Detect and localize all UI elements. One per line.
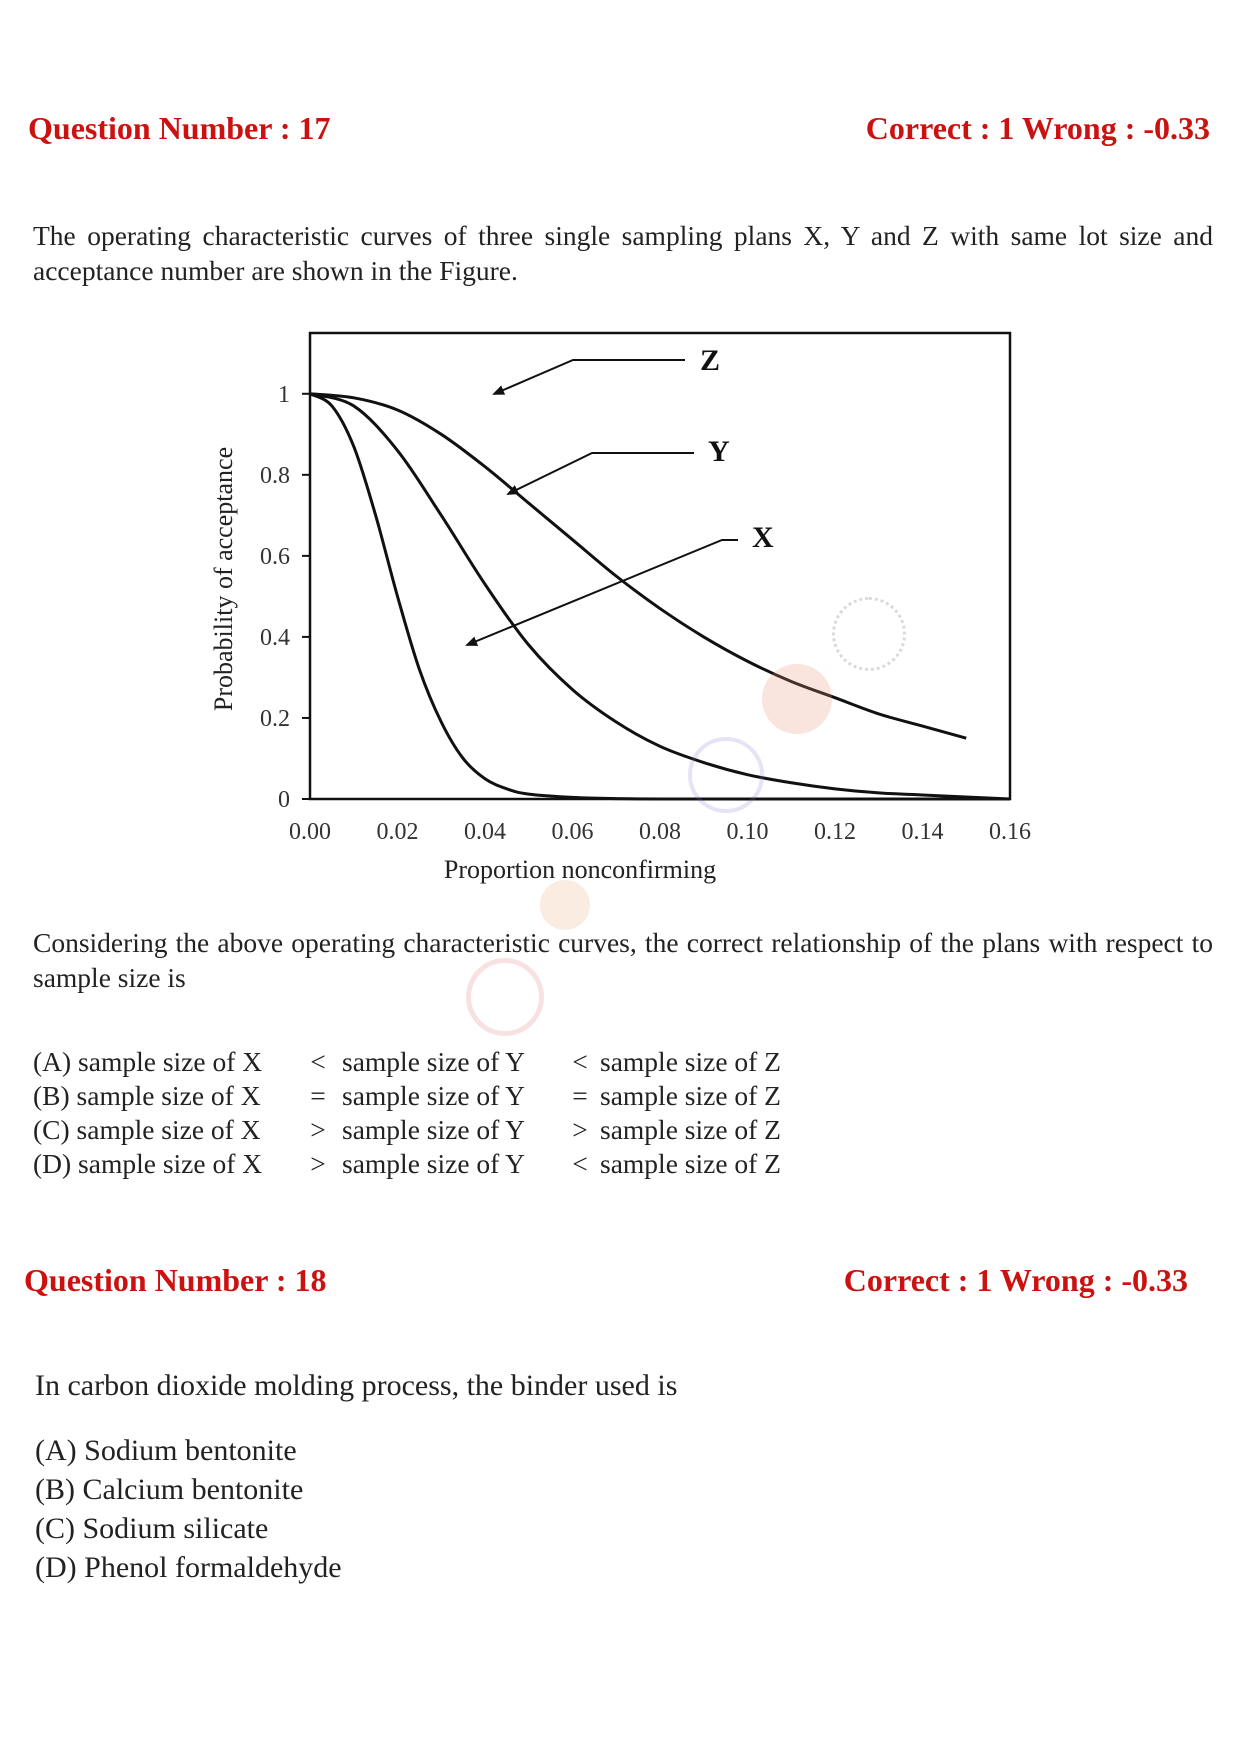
q18-options bbox=[35, 1431, 342, 1587]
oc-curve-y bbox=[310, 394, 1010, 799]
option-relation: < bbox=[572, 1046, 588, 1077]
option-d[interactable]: (D) Phenol formaldehyde bbox=[35, 1551, 342, 1584]
q17-options bbox=[33, 1045, 781, 1181]
x-tick-label: 0.02 bbox=[376, 819, 419, 845]
x-tick-label: 0.10 bbox=[726, 819, 769, 845]
y-tick-label: 0.4 bbox=[260, 624, 290, 651]
annotation-label-x: X bbox=[752, 521, 774, 554]
option-subject: (B) sample size of X bbox=[33, 1080, 261, 1111]
q17-stem: The operating characteristic curves of three single sampling plans X, Y and Z with same lot size and acceptance number are shown in the Figure. bbox=[33, 220, 1213, 286]
option-relation: < bbox=[310, 1046, 326, 1077]
q17-question: Considering the above operating characteristic curves, the correct relationship of the plans with respect to sample size is bbox=[33, 927, 1213, 993]
y-axis-label: Probability of acceptance bbox=[209, 446, 238, 712]
x-tick-label: 0.04 bbox=[464, 819, 506, 845]
option-object: sample size of Z bbox=[600, 1114, 781, 1145]
option-c[interactable]: (C) Sodium silicate bbox=[35, 1512, 269, 1545]
q17-number: Question Number : 17 bbox=[28, 110, 331, 146]
option-middle: sample size of Y bbox=[342, 1148, 526, 1179]
oc-curves-chart bbox=[0, 300, 1240, 900]
watermark-seal bbox=[540, 880, 590, 930]
oc-curve-z bbox=[310, 394, 966, 738]
option-relation: < bbox=[572, 1148, 588, 1179]
oc-curve-x bbox=[310, 394, 1010, 799]
y-tick-label: 0 bbox=[278, 787, 290, 813]
option-c[interactable] bbox=[33, 1113, 781, 1147]
y-tick-label: 0.2 bbox=[260, 705, 290, 732]
x-tick-label: 0.08 bbox=[639, 819, 681, 845]
option-relation: > bbox=[572, 1114, 588, 1145]
q18-marks: Correct : 1 Wrong : -0.33 bbox=[843, 1262, 1188, 1298]
q17-marks: Correct : 1 Wrong : -0.33 bbox=[865, 110, 1210, 146]
option-object: sample size of Z bbox=[600, 1148, 781, 1179]
x-tick-label: 0.12 bbox=[814, 819, 856, 845]
option-middle: sample size of Y bbox=[342, 1046, 526, 1077]
option-d[interactable] bbox=[33, 1147, 781, 1181]
x-tick-label: 0.14 bbox=[901, 819, 944, 845]
option-subject: (D) sample size of X bbox=[33, 1148, 263, 1179]
option-relation: > bbox=[310, 1148, 326, 1179]
x-axis-label: Proportion nonconfirming bbox=[443, 855, 717, 884]
y-tick-label: 0.8 bbox=[260, 462, 290, 489]
option-object: sample size of Z bbox=[600, 1080, 781, 1111]
q18-number: Question Number : 18 bbox=[24, 1262, 327, 1298]
y-tick-label: 0.6 bbox=[260, 543, 290, 570]
option-middle: sample size of Y bbox=[342, 1114, 526, 1145]
option-a[interactable]: (A) Sodium bentonite bbox=[35, 1434, 297, 1467]
option-a[interactable] bbox=[33, 1045, 781, 1079]
x-tick-label: 0.16 bbox=[989, 819, 1031, 845]
annotation-arrow-z bbox=[494, 360, 685, 394]
option-b[interactable]: (B) Calcium bentonite bbox=[35, 1473, 304, 1506]
option-subject: (A) sample size of X bbox=[33, 1046, 263, 1077]
q18-stem: In carbon dioxide molding process, the binder used is bbox=[35, 1369, 678, 1402]
annotation-arrow-y bbox=[508, 453, 694, 494]
option-relation: > bbox=[310, 1114, 326, 1145]
y-tick-label: 1 bbox=[278, 381, 290, 408]
option-relation: = bbox=[310, 1080, 326, 1111]
annotation-label-y: Y bbox=[708, 435, 730, 468]
option-b[interactable] bbox=[33, 1079, 781, 1113]
watermark-seal bbox=[832, 597, 906, 671]
x-tick-label: 0.00 bbox=[289, 819, 331, 845]
annotation-label-z: Z bbox=[700, 344, 721, 377]
x-tick-label: 0.06 bbox=[551, 819, 594, 845]
watermark-seal bbox=[762, 664, 832, 734]
watermark-seal bbox=[688, 737, 764, 813]
option-object: sample size of Z bbox=[600, 1046, 781, 1077]
annotation-arrow-x bbox=[467, 540, 738, 645]
option-middle: sample size of Y bbox=[342, 1080, 526, 1111]
option-subject: (C) sample size of X bbox=[33, 1114, 261, 1145]
option-relation: = bbox=[572, 1080, 588, 1111]
